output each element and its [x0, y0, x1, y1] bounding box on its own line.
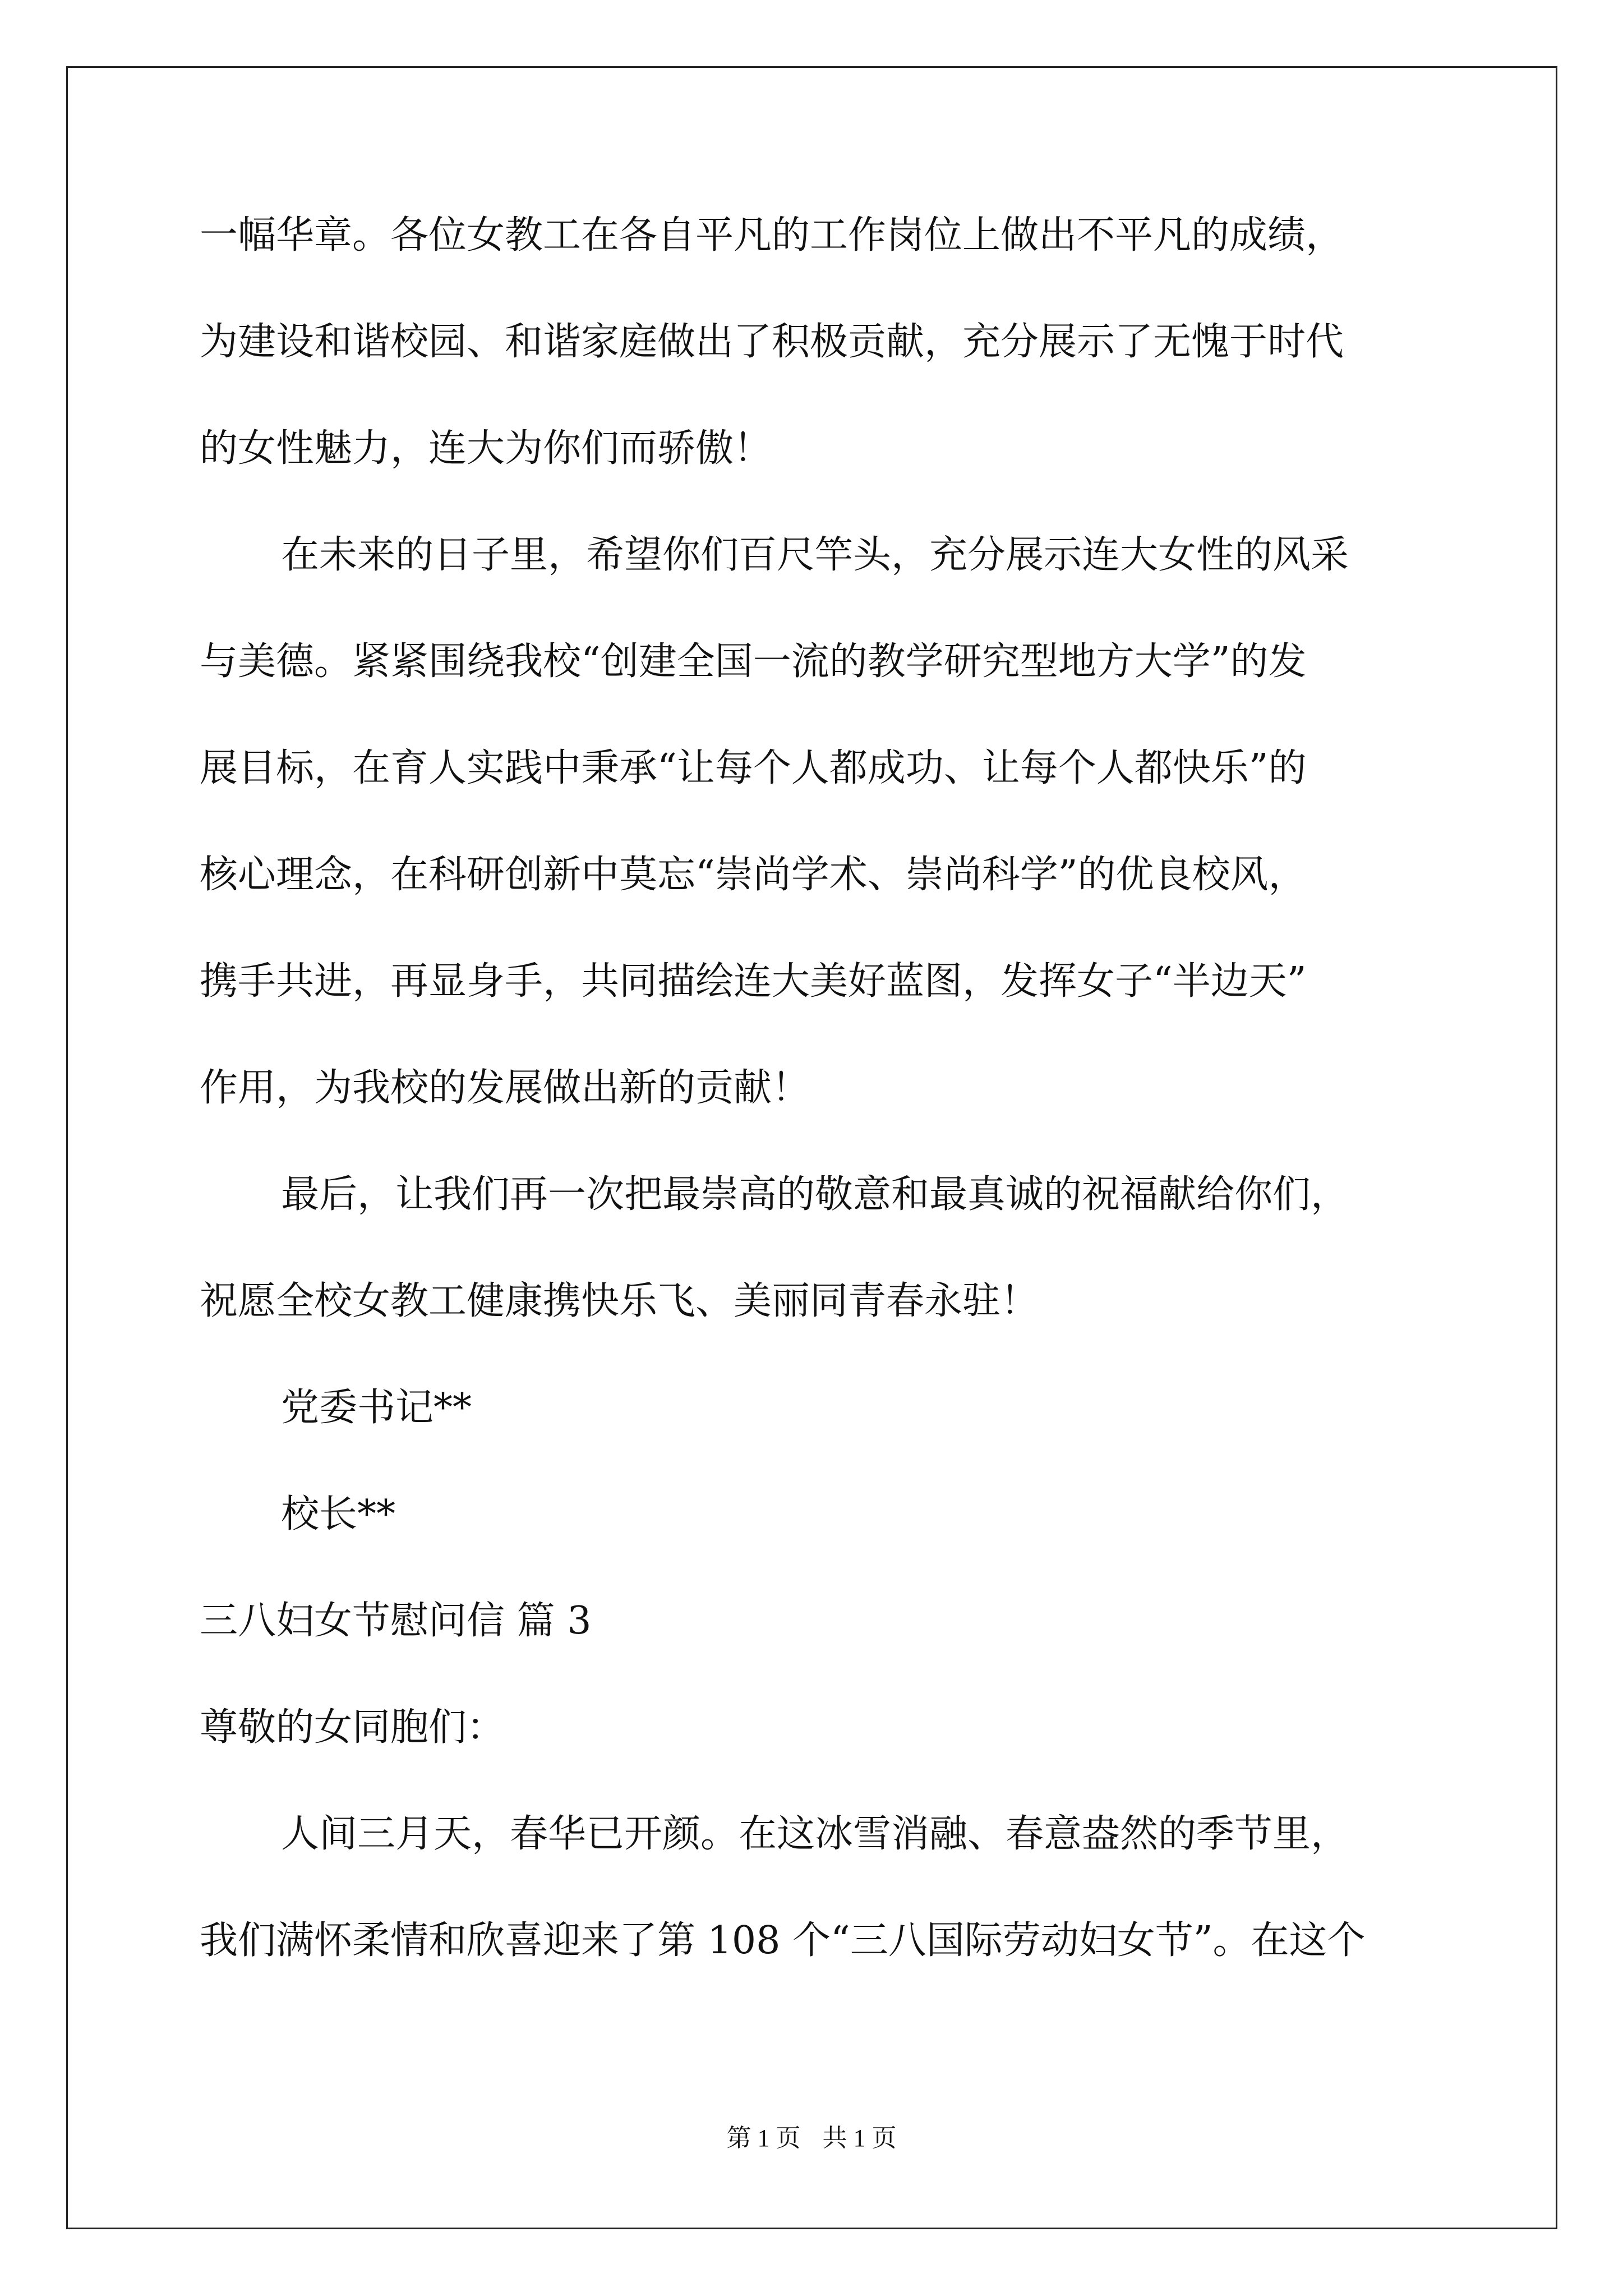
- page-border: [66, 66, 1557, 2229]
- page-total: 共 1 页: [822, 2124, 897, 2152]
- paragraph-start-line: 最后，让我们再一次把最崇高的敬意和最真诚的祝福献给你们，: [281, 1172, 1349, 1217]
- body-line: 为建设和谐校园、和谐家庭做出了积极贡献，充分展示了无愧于时代: [200, 320, 1344, 364]
- page-number: 第 1 页: [726, 2124, 801, 2152]
- section-heading: 三八妇女节慰问信 篇 3: [200, 1599, 592, 1643]
- signature-president: 校长**: [281, 1492, 396, 1536]
- page-footer: [0, 2124, 1623, 2153]
- body-line: 一幅华章。各位女教工在各自平凡的工作岗位上做出不平凡的成绩，: [200, 213, 1344, 257]
- paragraph-start-line: 在未来的日子里，希望你们百尺竿头，充分展示连大女性的风采: [281, 533, 1349, 577]
- body-line: 与美德。紧紧围绕我校“创建全国一流的教学研究型地方大学”的发: [200, 639, 1307, 684]
- body-line: 携手共进，再显身手，共同描绘连大美好蓝图，发挥女子“半边天”: [200, 959, 1307, 1004]
- body-line: 核心理念，在科研创新中莫忘“崇尚学术、崇尚科学”的优良校风，: [200, 853, 1307, 897]
- body-line: 展目标，在育人实践中秉承“让每个人都成功、让每个人都快乐”的: [200, 746, 1307, 790]
- signature-party-secretary: 党委书记**: [281, 1386, 472, 1430]
- salutation: 尊敬的女同胞们：: [200, 1705, 505, 1750]
- body-line: 我们满怀柔情和欣喜迎来了第 108 个“三八国际劳动妇女节”。在这个: [200, 1918, 1366, 1963]
- body-line: 祝愿全校女教工健康携快乐飞、美丽同青春永驻！: [200, 1279, 1039, 1323]
- body-line: 的女性魅力，连大为你们而骄傲！: [200, 426, 772, 471]
- paragraph-start-line: 人间三月天，春华已开颜。在这冰雪消融、春意盎然的季节里，: [281, 1812, 1349, 1856]
- body-line: 作用，为我校的发展做出新的贡献！: [200, 1066, 810, 1110]
